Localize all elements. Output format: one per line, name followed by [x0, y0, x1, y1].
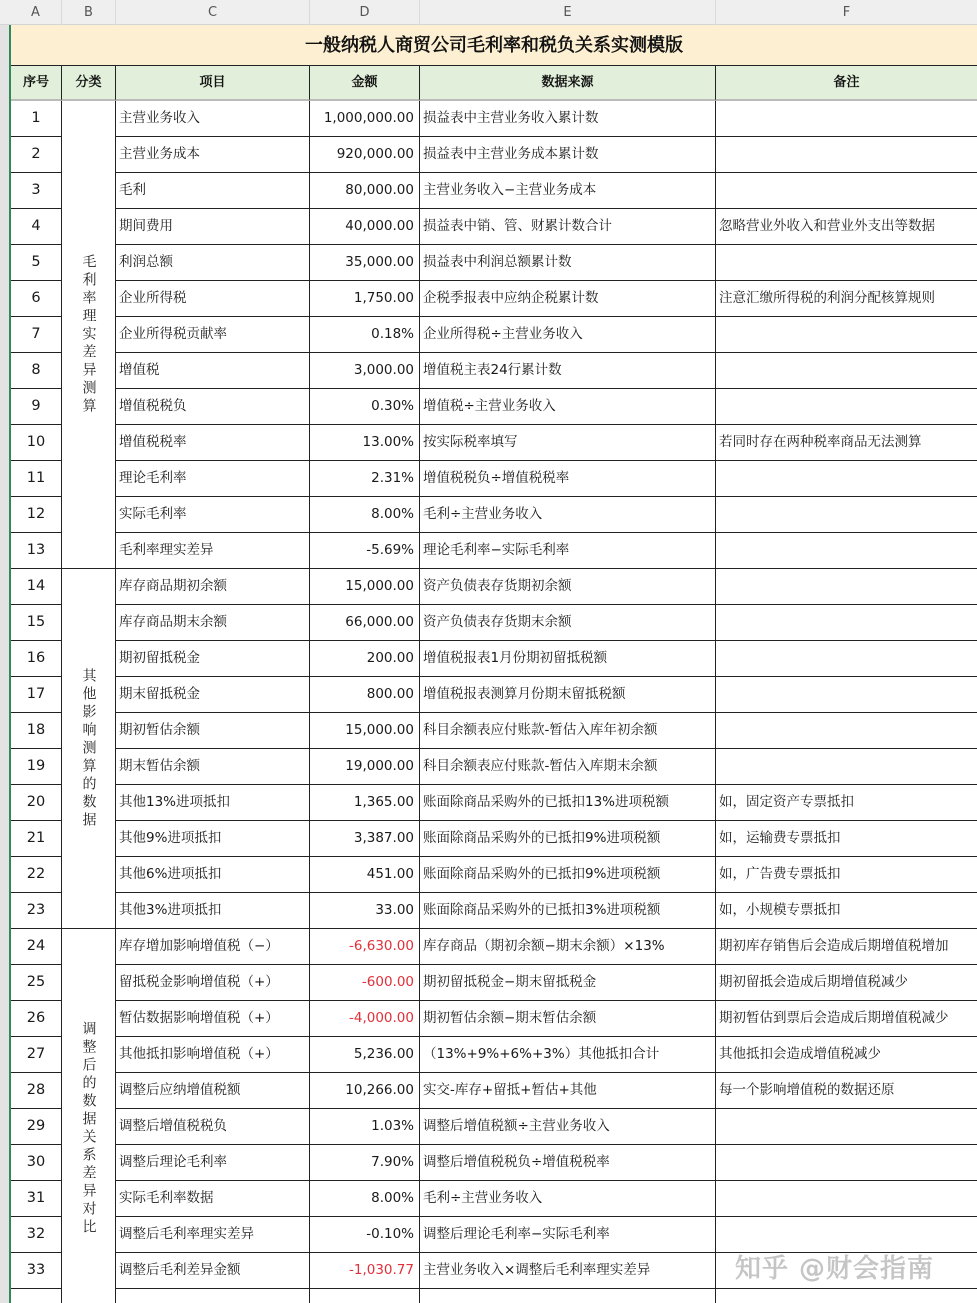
source-cell[interactable]: 损益表中销、管、财累计数合计 — [420, 209, 716, 245]
item-cell[interactable]: 其他抵扣影响增值税（+） — [116, 1037, 310, 1073]
item-cell[interactable]: 调整后应纳增值税额 — [116, 1073, 310, 1109]
note-cell[interactable]: 期初库存销售后会造成后期增值税增加 — [716, 929, 977, 965]
item-cell[interactable]: 调整后理论毛利率 — [116, 1145, 310, 1181]
item-cell[interactable]: 其他13%进项抵扣 — [116, 785, 310, 821]
seq-cell[interactable]: 9 — [11, 389, 62, 425]
source-cell[interactable]: 库存商品（期初余额−期末余额）×13% — [420, 929, 716, 965]
seq-cell[interactable]: 32 — [11, 1217, 62, 1253]
amount-cell[interactable]: 0.18% — [310, 317, 420, 353]
note-cell[interactable]: 每一个影响增值税的数据还原 — [716, 1073, 977, 1109]
item-cell[interactable]: 增值税 — [116, 353, 310, 389]
note-cell[interactable] — [716, 497, 977, 533]
item-cell[interactable]: 调整后增值税税负 — [116, 1109, 310, 1145]
seq-cell[interactable]: 1 — [11, 101, 62, 137]
note-cell[interactable] — [716, 245, 977, 281]
seq-cell[interactable]: 31 — [11, 1181, 62, 1217]
seq-cell[interactable]: 30 — [11, 1145, 62, 1181]
item-cell[interactable]: 期初留抵税金 — [116, 641, 310, 677]
amount-cell[interactable]: 13.00% — [310, 425, 420, 461]
header-amount[interactable]: 金额 — [310, 66, 420, 101]
category-cell-gross-margin[interactable] — [62, 101, 116, 569]
note-cell[interactable] — [716, 677, 977, 713]
seq-cell[interactable]: 7 — [11, 317, 62, 353]
column-header-a[interactable]: A — [10, 0, 62, 25]
note-cell[interactable]: 忽略营业外收入和营业外支出等数据 — [716, 209, 977, 245]
note-cell[interactable] — [716, 713, 977, 749]
seq-cell[interactable]: 2 — [11, 137, 62, 173]
item-cell[interactable]: 期末暂估余额 — [116, 749, 310, 785]
source-cell[interactable]: 企业所得税÷主营业务收入 — [420, 317, 716, 353]
item-cell[interactable]: 企业所得税贡献率 — [116, 317, 310, 353]
note-cell[interactable]: 期初暂估到票后会造成后期增值税减少 — [716, 1001, 977, 1037]
header-category[interactable]: 分类 — [62, 66, 116, 101]
category-label: 毛利率理实差异测算 — [80, 253, 97, 416]
amount-cell[interactable]: 200.00 — [310, 641, 420, 677]
item-cell[interactable]: 毛利率理实差异 — [116, 533, 310, 569]
table-row-partial-item[interactable] — [116, 1289, 310, 1303]
category-label: 调整后的数据关系差异对比 — [80, 1020, 97, 1237]
note-cell[interactable] — [716, 1145, 977, 1181]
seq-cell[interactable]: 28 — [11, 1073, 62, 1109]
watermark: 知乎 @财会指南 — [735, 1254, 935, 1284]
table-row-partial-amount[interactable] — [310, 1289, 420, 1303]
source-cell[interactable]: 实交-库存+留抵+暂估+其他 — [420, 1073, 716, 1109]
source-cell[interactable]: 损益表中主营业务成本累计数 — [420, 137, 716, 173]
sheet-title[interactable]: 一般纳税人商贸公司毛利率和税负关系实测模版 — [11, 25, 977, 66]
amount-cell[interactable]: 40,000.00 — [310, 209, 420, 245]
source-cell[interactable]: 科目余额表应付账款-暂估入库年初余额 — [420, 713, 716, 749]
source-cell[interactable]: 期初留抵税金−期末留抵税金 — [420, 965, 716, 1001]
table-row-partial-seq[interactable] — [11, 1289, 62, 1303]
seq-cell[interactable]: 4 — [11, 209, 62, 245]
seq-cell[interactable]: 19 — [11, 749, 62, 785]
seq-cell[interactable]: 25 — [11, 965, 62, 1001]
seq-cell[interactable]: 29 — [11, 1109, 62, 1145]
source-cell[interactable]: （13%+9%+6%+3%）其他抵扣合计 — [420, 1037, 716, 1073]
seq-cell[interactable]: 6 — [11, 281, 62, 317]
amount-cell[interactable]: 1,750.00 — [310, 281, 420, 317]
source-cell[interactable]: 增值税报表测算月份期末留抵税额 — [420, 677, 716, 713]
column-header-f[interactable]: F — [842, 5, 851, 20]
category-cell-adjusted-comparison[interactable] — [62, 929, 116, 1303]
item-cell[interactable]: 主营业务成本 — [116, 137, 310, 173]
item-cell[interactable]: 利润总额 — [116, 245, 310, 281]
seq-cell[interactable]: 21 — [11, 821, 62, 857]
note-cell[interactable] — [716, 749, 977, 785]
item-cell[interactable]: 企业所得税 — [116, 281, 310, 317]
seq-cell[interactable]: 27 — [11, 1037, 62, 1073]
note-cell[interactable]: 如，固定资产专票抵扣 — [716, 785, 977, 821]
seq-cell[interactable]: 17 — [11, 677, 62, 713]
amount-cell[interactable]: 80,000.00 — [310, 173, 420, 209]
note-cell[interactable]: 注意汇缴所得税的利润分配核算规则 — [716, 281, 977, 317]
source-cell[interactable]: 主营业务收入×调整后毛利率理实差异 — [420, 1253, 716, 1289]
source-cell[interactable]: 增值税报表1月份期初留抵税额 — [420, 641, 716, 677]
note-cell[interactable] — [716, 1181, 977, 1217]
source-cell[interactable]: 毛利÷主营业务收入 — [420, 1181, 716, 1217]
amount-cell[interactable]: 15,000.00 — [310, 569, 420, 605]
seq-cell[interactable]: 12 — [11, 497, 62, 533]
column-header-c[interactable]: C — [116, 0, 310, 25]
item-cell[interactable]: 期末留抵税金 — [116, 677, 310, 713]
item-cell[interactable]: 其他3%进项抵扣 — [116, 893, 310, 929]
seq-cell[interactable]: 5 — [11, 245, 62, 281]
note-cell[interactable] — [716, 101, 977, 137]
note-cell[interactable] — [716, 605, 977, 641]
column-header-d[interactable]: D — [310, 0, 420, 25]
source-cell[interactable]: 账面除商品采购外的已抵扣9%进项税额 — [420, 857, 716, 893]
source-cell[interactable]: 增值税主表24行累计数 — [420, 353, 716, 389]
amount-cell[interactable]: 920,000.00 — [310, 137, 420, 173]
item-cell[interactable]: 库存增加影响增值税（−） — [116, 929, 310, 965]
note-cell[interactable]: 如，广告费专票抵扣 — [716, 857, 977, 893]
source-cell[interactable]: 损益表中主营业务收入累计数 — [420, 101, 716, 137]
header-source[interactable]: 数据来源 — [420, 66, 716, 101]
amount-cell[interactable]: 3,387.00 — [310, 821, 420, 857]
source-cell[interactable]: 企税季报表中应纳企税累计数 — [420, 281, 716, 317]
amount-cell[interactable]: 451.00 — [310, 857, 420, 893]
note-cell[interactable]: 期初留抵会造成后期增值税减少 — [716, 965, 977, 1001]
note-cell[interactable] — [716, 317, 977, 353]
source-cell[interactable]: 账面除商品采购外的已抵扣13%进项税额 — [420, 785, 716, 821]
note-cell[interactable] — [716, 641, 977, 677]
item-cell[interactable]: 调整后毛利率理实差异 — [116, 1217, 310, 1253]
header-item[interactable]: 项目 — [116, 66, 310, 101]
note-cell[interactable] — [716, 1217, 977, 1253]
amount-cell[interactable]: 8.00% — [310, 497, 420, 533]
column-header-b[interactable]: B — [62, 0, 116, 25]
source-cell[interactable]: 资产负债表存货期初余额 — [420, 569, 716, 605]
source-cell[interactable]: 损益表中利润总额累计数 — [420, 245, 716, 281]
amount-cell[interactable]: 66,000.00 — [310, 605, 420, 641]
seq-cell[interactable]: 10 — [11, 425, 62, 461]
seq-cell[interactable]: 14 — [11, 569, 62, 605]
category-label: 其他影响测算的数据 — [80, 667, 97, 830]
item-cell[interactable]: 毛利 — [116, 173, 310, 209]
source-cell[interactable]: 调整后增值税税负÷增值税税率 — [420, 1145, 716, 1181]
amount-cell[interactable]: 3,000.00 — [310, 353, 420, 389]
item-cell[interactable]: 增值税税负 — [116, 389, 310, 425]
column-header-bar — [0, 0, 977, 25]
amount-cell[interactable]: 2.31% — [310, 461, 420, 497]
item-cell[interactable]: 暂估数据影响增值税（+） — [116, 1001, 310, 1037]
item-cell[interactable]: 留抵税金影响增值税（+） — [116, 965, 310, 1001]
source-cell[interactable]: 资产负债表存货期末余额 — [420, 605, 716, 641]
seq-cell[interactable]: 16 — [11, 641, 62, 677]
source-cell[interactable]: 调整后理论毛利率−实际毛利率 — [420, 1217, 716, 1253]
item-cell[interactable]: 主营业务收入 — [116, 101, 310, 137]
header-seq[interactable]: 序号 — [11, 66, 62, 101]
amount-cell[interactable]: -600.00 — [310, 965, 420, 1001]
seq-cell[interactable]: 20 — [11, 785, 62, 821]
seq-cell[interactable]: 3 — [11, 173, 62, 209]
item-cell[interactable]: 调整后毛利差异金额 — [116, 1253, 310, 1289]
seq-cell[interactable]: 26 — [11, 1001, 62, 1037]
item-cell[interactable]: 库存商品期初余额 — [116, 569, 310, 605]
amount-cell[interactable]: 5,236.00 — [310, 1037, 420, 1073]
seq-cell[interactable]: 18 — [11, 713, 62, 749]
source-cell[interactable]: 科目余额表应付账款-暂估入库期末余额 — [420, 749, 716, 785]
item-cell[interactable]: 增值税税率 — [116, 425, 310, 461]
amount-cell[interactable]: 10,266.00 — [310, 1073, 420, 1109]
amount-cell[interactable]: 0.30% — [310, 389, 420, 425]
note-cell[interactable]: 如，小规模专票抵扣 — [716, 893, 977, 929]
column-header-e[interactable]: E — [420, 0, 716, 25]
source-cell[interactable]: 调整后增值税额÷主营业务收入 — [420, 1109, 716, 1145]
amount-cell[interactable]: 35,000.00 — [310, 245, 420, 281]
seq-cell[interactable]: 8 — [11, 353, 62, 389]
note-cell[interactable] — [716, 353, 977, 389]
category-cell-other-factors[interactable] — [62, 569, 116, 929]
amount-cell[interactable]: -5.69% — [310, 533, 420, 569]
note-cell[interactable] — [716, 569, 977, 605]
note-cell[interactable] — [716, 461, 977, 497]
source-cell[interactable]: 增值税税负÷增值税税率 — [420, 461, 716, 497]
amount-cell[interactable]: 8.00% — [310, 1181, 420, 1217]
table-row-partial-note[interactable] — [716, 1289, 977, 1303]
source-cell[interactable]: 理论毛利率−实际毛利率 — [420, 533, 716, 569]
item-cell[interactable]: 理论毛利率 — [116, 461, 310, 497]
amount-cell[interactable]: 33.00 — [310, 893, 420, 929]
source-cell[interactable]: 账面除商品采购外的已抵扣3%进项税额 — [420, 893, 716, 929]
seq-cell[interactable]: 22 — [11, 857, 62, 893]
amount-cell[interactable]: 19,000.00 — [310, 749, 420, 785]
amount-cell[interactable]: -0.10% — [310, 1217, 420, 1253]
item-cell[interactable]: 库存商品期末余额 — [116, 605, 310, 641]
amount-cell[interactable]: 1,000,000.00 — [310, 101, 420, 137]
note-cell[interactable] — [716, 173, 977, 209]
item-cell[interactable]: 实际毛利率数据 — [116, 1181, 310, 1217]
source-cell[interactable]: 增值税÷主营业务收入 — [420, 389, 716, 425]
seq-cell[interactable]: 15 — [11, 605, 62, 641]
note-cell[interactable] — [716, 1253, 977, 1289]
source-cell[interactable]: 期初暂估余额−期末暂估余额 — [420, 1001, 716, 1037]
note-cell[interactable] — [716, 389, 977, 425]
source-cell[interactable]: 账面除商品采购外的已抵扣9%进项税额 — [420, 821, 716, 857]
table-row-partial-source[interactable] — [420, 1289, 716, 1303]
amount-cell[interactable]: 1.03% — [310, 1109, 420, 1145]
amount-cell[interactable]: 1,365.00 — [310, 785, 420, 821]
amount-cell[interactable]: -1,030.77 — [310, 1253, 420, 1289]
item-cell[interactable]: 其他6%进项抵扣 — [116, 857, 310, 893]
item-cell[interactable]: 其他9%进项抵扣 — [116, 821, 310, 857]
seq-cell[interactable]: 33 — [11, 1253, 62, 1289]
item-cell[interactable]: 实际毛利率 — [116, 497, 310, 533]
seq-cell[interactable]: 11 — [11, 461, 62, 497]
item-cell[interactable]: 期间费用 — [116, 209, 310, 245]
seq-cell[interactable]: 13 — [11, 533, 62, 569]
header-note[interactable]: 备注 — [716, 66, 977, 101]
amount-cell[interactable]: 7.90% — [310, 1145, 420, 1181]
amount-cell[interactable]: 800.00 — [310, 677, 420, 713]
amount-cell[interactable]: -6,630.00 — [310, 929, 420, 965]
note-cell[interactable] — [716, 137, 977, 173]
note-cell[interactable]: 如，运输费专票抵扣 — [716, 821, 977, 857]
item-cell[interactable]: 期初暂估余额 — [116, 713, 310, 749]
amount-cell[interactable]: -4,000.00 — [310, 1001, 420, 1037]
note-cell[interactable] — [716, 533, 977, 569]
amount-cell[interactable]: 15,000.00 — [310, 713, 420, 749]
source-cell[interactable]: 按实际税率填写 — [420, 425, 716, 461]
seq-cell[interactable]: 23 — [11, 893, 62, 929]
note-cell[interactable] — [716, 1109, 977, 1145]
note-cell[interactable]: 其他抵扣会造成增值税减少 — [716, 1037, 977, 1073]
source-cell[interactable]: 主营业务收入−主营业务成本 — [420, 173, 716, 209]
seq-cell[interactable]: 24 — [11, 929, 62, 965]
note-cell[interactable]: 若同时存在两种税率商品无法测算 — [716, 425, 977, 461]
source-cell[interactable]: 毛利÷主营业务收入 — [420, 497, 716, 533]
